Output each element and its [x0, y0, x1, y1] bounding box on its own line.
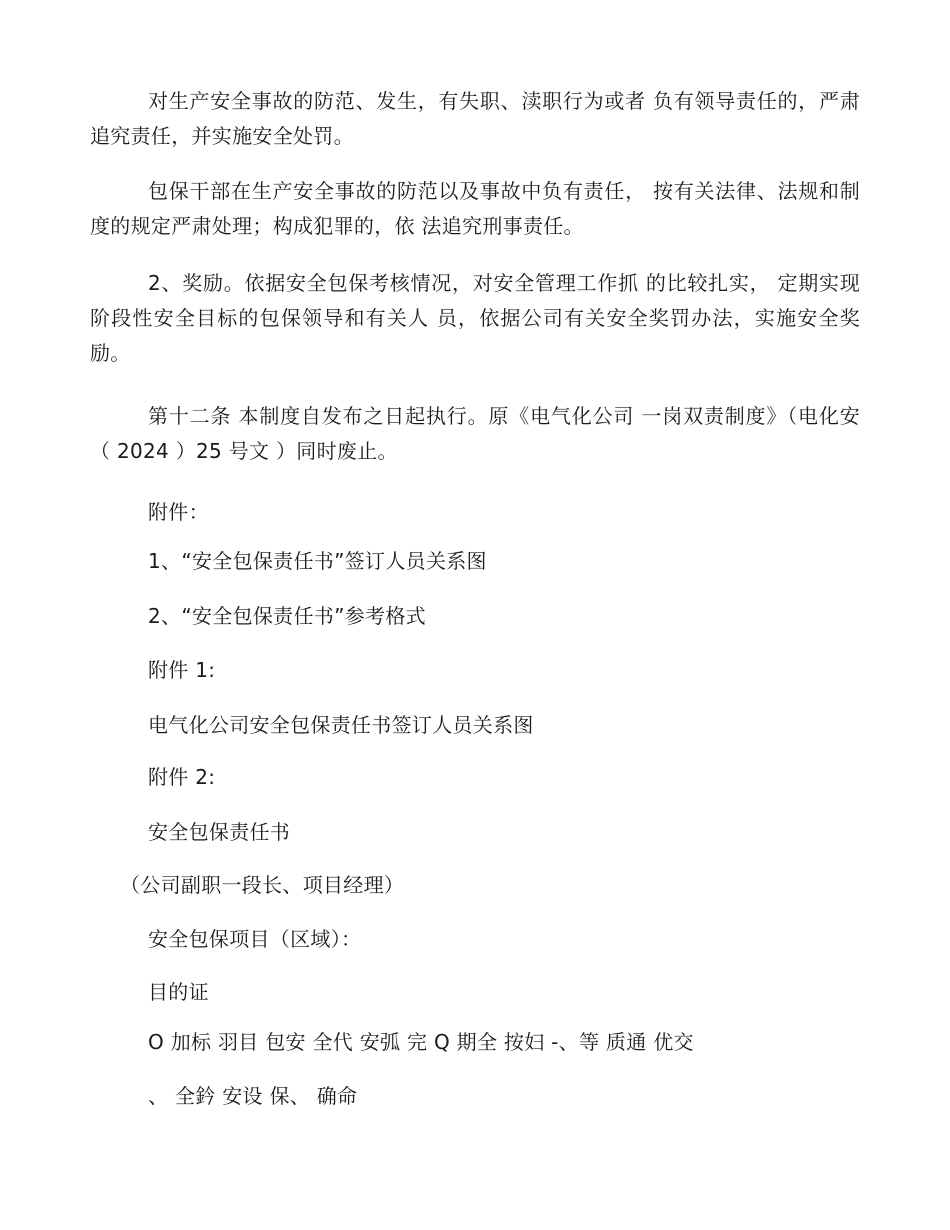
paragraph-accountability: 对生产安全事故的防范、发生，有失职、渎职行为或者 负有领导责任的，严肃追究责任，并实施安全处罚。	[90, 89, 860, 148]
attachment-list-item-2: 2、“安全包保责任书”参考格式	[148, 604, 426, 628]
document-subtitle: （公司副职一段长、项目经理）	[120, 873, 405, 897]
attachment-2-label: 附件 2:	[148, 765, 216, 789]
paragraph-cadre-responsibility: 包保干部在生产安全事故的防范以及事故中负有责任， 按有关法律、法规和制度的规定严肃处理；构成犯罪的，依 法追究刑事责任。	[90, 179, 860, 238]
attachments-heading: 附件：	[148, 500, 209, 524]
garbled-text-line-2: 、 全鈐 安设 保、 确命	[148, 1084, 358, 1108]
paragraph-rewards: 2、奖励。依据安全包保考核情况，对安全管理工作抓 的比较扎实， 定期实现阶段性安全目标的包保领导和有关人 员，依据公司有关安全奖罚办法，实施安全奖励。	[90, 271, 860, 365]
paragraph-article-twelve: 第十二条 本制度自发布之日起执行。原《电气化公司 一岗双责制度》（电化安（ 2024 ）25 号文 ）同时废止。	[90, 404, 860, 463]
garbled-text-line-1: O 加标 羽目 包安 全代 安弧 完 Q 期全 按妇 -、等 质通 优交	[148, 1030, 694, 1054]
attachment-1-title: 电气化公司安全包保责任书签订人员关系图	[148, 713, 534, 737]
document-title: 安全包保责任书	[148, 820, 291, 844]
attachment-1-label: 附件 1:	[148, 658, 216, 682]
purpose-label: 目的证	[148, 980, 209, 1004]
attachment-list-item-1: 1、“安全包保责任书”签订人员关系图	[148, 549, 487, 573]
project-area-label: 安全包保项目（区域）：	[148, 927, 362, 951]
